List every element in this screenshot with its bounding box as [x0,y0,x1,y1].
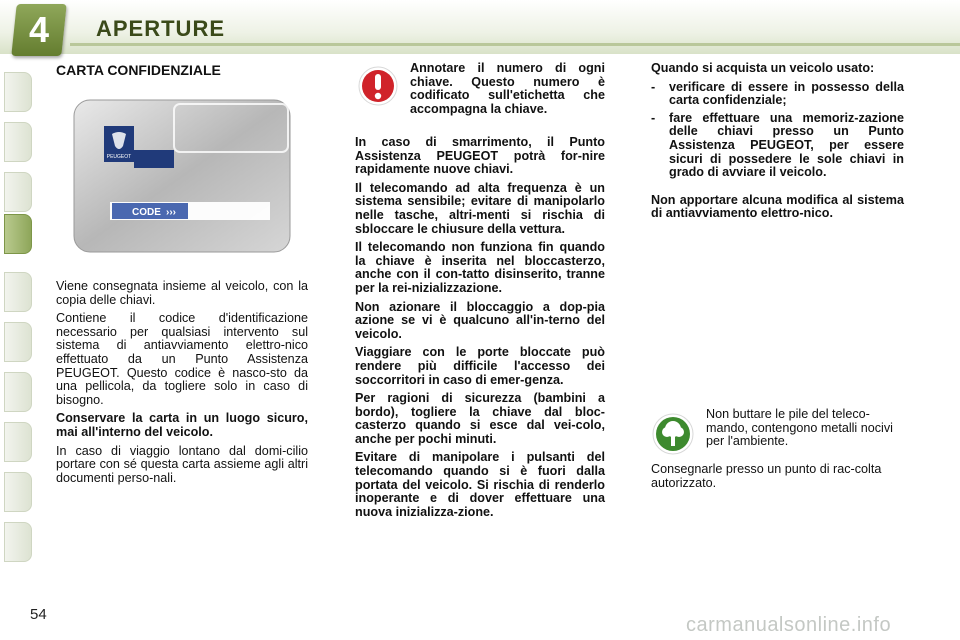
card-code-label: CODE [132,207,161,218]
warning-exclamation-icon [358,64,398,108]
used-vehicle-intro: Quando si acquista un veicolo usato: [651,61,875,75]
side-tab-10[interactable] [4,522,32,562]
card-paragraph-2: Contiene il codice d'identificazione necessario per qualsiasi intervento sul sistema di antiavviamento elettro-nico effettuato da un Punto Assistenza PEUGEOT. Questo codice è nasco-sto da una pellicola, da togliere solo in caso di bisogno. [56,311,308,407]
watermark: carmanualsonline.info [686,614,892,636]
column-right [651,62,904,226]
info-paragraph: Non azionare il bloccaggio a dop-pia azione se vi è qualcuno all'in-terno del veicolo. [355,299,605,341]
info-paragraph: Il telecomando ad alta frequenza è un sistema sensibile; evitare di manipolarlo nelle tasche, altri-menti si rischia di sbloccare le chiusure della vettura. [355,180,605,236]
info-paragraph: In caso di smarrimento, il Punto Assistenza PEUGEOT potrà for-nire rapidamente nuove chiavi. [355,135,605,177]
card-paragraph-4: In caso di viaggio lontano dal domi-cilio portare con sé questa carta assieme agli altri documenti perso-nali. [56,443,308,485]
page-number: 54 [30,606,47,623]
side-tab-9[interactable] [4,472,32,512]
list-item [651,112,904,180]
warning-note [410,62,605,121]
list-item-text: verificare di essere in possesso della carta confidenziale; [669,79,904,108]
side-tab-2[interactable] [4,122,32,162]
info-paragraph: Il telecomando non funziona fin quando la chiave è inserita nel bloccasterzo, anche con il con-tatto disinserito, tranne per la rei-nizializzazione. [355,240,605,295]
svg-text:›››: ››› [166,207,176,218]
side-tab-3[interactable] [4,172,32,212]
column-middle [355,136,605,524]
header-rule [70,43,960,46]
side-tab-8[interactable] [4,422,32,462]
card-paragraph-1: Viene consegnata insieme al veicolo, con la copia delle chiavi. [56,279,308,307]
column-left [56,280,308,490]
info-paragraph: Per ragioni di sicurezza (bambini a bordo), togliere la chiave dal bloc-casterzo quando si esce dal vei-colo, anche per pochi minuti. [355,391,605,446]
side-tab-1[interactable] [4,72,32,112]
modification-note: Non apportare alcuna modifica al sistema di antiavviamento elettro-nico. [651,192,904,221]
card-brand: PEUGEOT [106,154,132,160]
list-marker: - [651,79,656,94]
warning-note-text: Annotare il numero di ogni chiave. Questo numero è codificato sull'etichetta che accompagna la chiave. [410,61,605,116]
eco-note [706,408,904,454]
chapter-title: APERTURE [96,16,226,41]
eco-note-text: Non buttare le pile del teleco-mando, contengono metalli nocivi per l'ambiente. [706,407,893,449]
confidential-card-image [70,96,296,258]
card-paragraph-3: Conservare la carta in un luogo sicuro, mai all'interno del veicolo. [56,411,308,439]
eco-note-2 [651,463,904,495]
section-title: CARTA CONFIDENZIALE [56,62,221,78]
info-paragraph: Viaggiare con le porte bloccate può rendere più difficile l'accesso dei soccorritori in caso di emer-genza. [355,345,605,387]
side-tab-5[interactable] [4,272,32,312]
side-tab-6[interactable] [4,322,32,362]
eco-note-text-2: Consegnarle presso un punto di rac-colta autorizzato. [651,462,882,490]
side-tab-7[interactable] [4,372,32,412]
chapter-number: 4 [28,9,50,50]
eco-tree-icon [652,412,694,456]
side-tab-4-active[interactable] [4,214,32,254]
list-marker: - [651,110,656,125]
info-paragraph: Evitare di manipolare i pulsanti del telecomando quando si è fuori dalla portata del veicolo. Si rischia di renderlo inoperante e di dover effettuare una nuova inizializza-zione. [355,450,605,519]
chapter-side-tabs [0,64,34,584]
list-item-text: fare effettuare una memoriz-zazione delle chiavi presso un Punto Assistenza PEUGEOT, per essere sicuri di possedere le sole chiavi in grado di avviare il veicolo. [669,110,904,180]
list-item [651,81,904,108]
